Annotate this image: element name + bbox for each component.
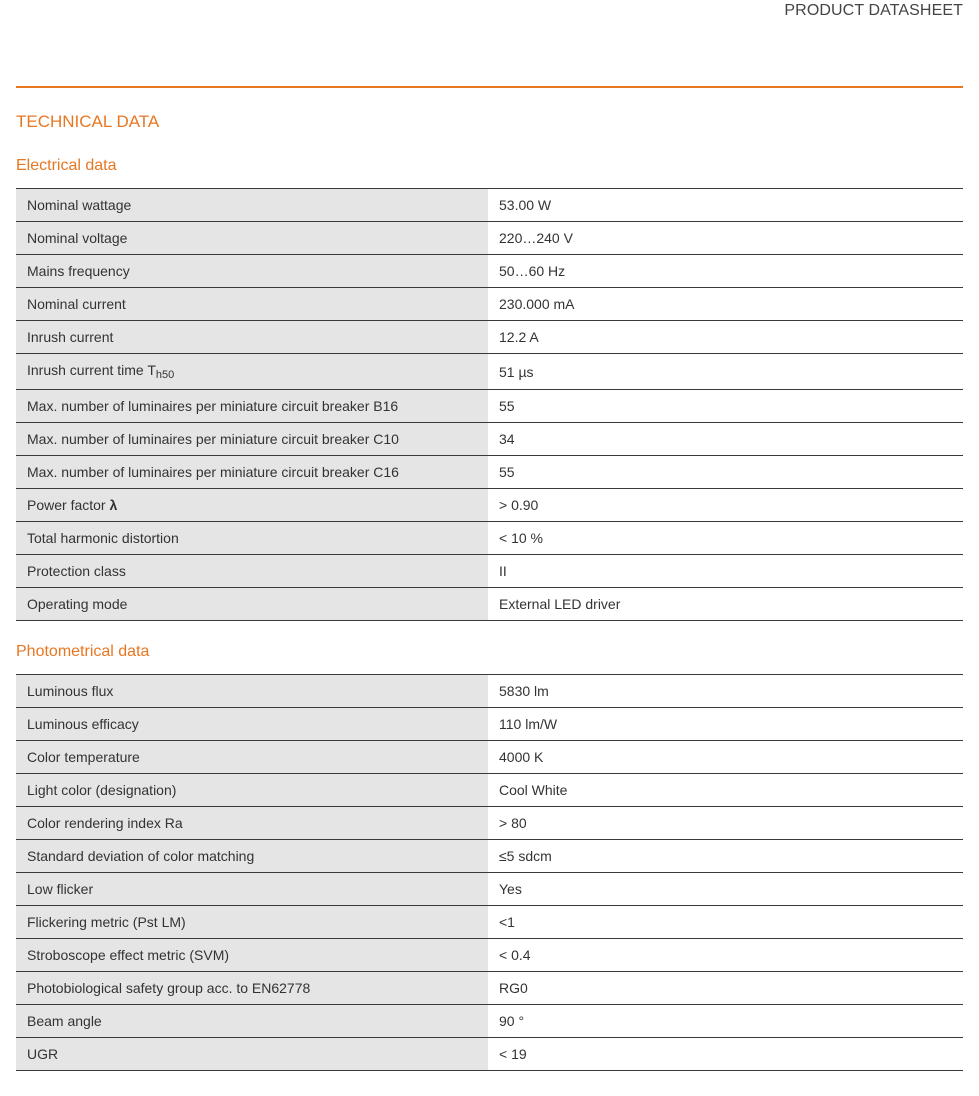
- spec-label: [16, 840, 488, 873]
- spec-label-text: Max. number of luminaires per miniature circuit breaker C16: [27, 464, 399, 480]
- spec-label: [16, 354, 488, 390]
- spec-label: [16, 939, 488, 972]
- spec-row: [16, 972, 963, 1005]
- spec-label-text: Total harmonic distortion: [27, 530, 179, 546]
- spec-value: II: [488, 555, 963, 588]
- photometrical-data-table: [16, 674, 963, 1071]
- spec-value: 12.2 A: [488, 321, 963, 354]
- spec-label: [16, 321, 488, 354]
- spec-value: > 0.90: [488, 489, 963, 522]
- spec-label: [16, 255, 488, 288]
- lambda-symbol: λ: [109, 497, 118, 513]
- spec-label-text: Standard deviation of color matching: [27, 848, 255, 864]
- spec-label: [16, 588, 488, 621]
- spec-row: [16, 354, 963, 390]
- spec-row: [16, 456, 963, 489]
- spec-value: 110 lm/W: [488, 708, 963, 741]
- spec-label: [16, 522, 488, 555]
- spec-value: ≤5 sdcm: [488, 840, 963, 873]
- spec-label: [16, 489, 488, 522]
- spec-label: [16, 675, 488, 708]
- header-divider: [16, 86, 963, 88]
- spec-label: [16, 390, 488, 423]
- spec-row: [16, 522, 963, 555]
- spec-row: [16, 423, 963, 456]
- spec-label-text: Nominal wattage: [27, 197, 132, 213]
- spec-label: [16, 423, 488, 456]
- spec-row: [16, 555, 963, 588]
- spec-label-text: Stroboscope effect metric (SVM): [27, 947, 230, 963]
- spec-label: [16, 774, 488, 807]
- spec-value: 53.00 W: [488, 189, 963, 222]
- spec-row: [16, 675, 963, 708]
- spec-row: [16, 741, 963, 774]
- spec-value: 51 µs: [488, 354, 963, 390]
- spec-row: [16, 489, 963, 522]
- spec-label-text: Max. number of luminaires per miniature circuit breaker C10: [27, 431, 399, 447]
- spec-row: [16, 906, 963, 939]
- spec-row: [16, 1038, 963, 1071]
- spec-label: [16, 1005, 488, 1038]
- spec-row: [16, 321, 963, 354]
- spec-label: [16, 456, 488, 489]
- spec-label-text: Nominal voltage: [27, 230, 128, 246]
- spec-label-text: UGR: [27, 1046, 59, 1062]
- spec-row: [16, 588, 963, 621]
- spec-label: [16, 972, 488, 1005]
- spec-row: [16, 288, 963, 321]
- spec-row: [16, 1005, 963, 1038]
- spec-label-text: Photobiological safety group acc. to EN62778: [27, 980, 311, 996]
- spec-row: [16, 774, 963, 807]
- spec-value: <1: [488, 906, 963, 939]
- spec-value: 4000 K: [488, 741, 963, 774]
- spec-label: [16, 222, 488, 255]
- spec-label-text: Low flicker: [27, 881, 94, 897]
- spec-label: [16, 807, 488, 840]
- spec-label-text: Mains frequency: [27, 263, 130, 279]
- spec-row: [16, 807, 963, 840]
- spec-label-text: Nominal current: [27, 296, 126, 312]
- spec-label: [16, 741, 488, 774]
- spec-value: RG0: [488, 972, 963, 1005]
- spec-value: < 19: [488, 1038, 963, 1071]
- spec-value: Cool White: [488, 774, 963, 807]
- spec-label: [16, 288, 488, 321]
- spec-row: [16, 255, 963, 288]
- section-title: TECHNICAL DATA: [16, 112, 160, 131]
- spec-label-text: Power factor: [27, 497, 110, 513]
- spec-label-text: Protection class: [27, 563, 126, 579]
- spec-label: [16, 708, 488, 741]
- spec-label-text: Inrush current: [27, 329, 114, 345]
- spec-value: External LED driver: [488, 588, 963, 621]
- spec-label-text: Color rendering index Ra: [27, 815, 183, 831]
- spec-row: [16, 390, 963, 423]
- spec-row: [16, 222, 963, 255]
- spec-row: [16, 708, 963, 741]
- spec-label-text: Inrush current time T: [27, 362, 156, 378]
- spec-label-text: Luminous efficacy: [27, 716, 139, 732]
- spec-value: 220…240 V: [488, 222, 963, 255]
- spec-row: [16, 840, 963, 873]
- spec-label: [16, 906, 488, 939]
- spec-row: [16, 189, 963, 222]
- photometrical-data-title: Photometrical data: [16, 643, 150, 660]
- spec-label-text: Flickering metric (Pst LM): [27, 914, 186, 930]
- spec-value: Yes: [488, 873, 963, 906]
- spec-label-text: Light color (designation): [27, 782, 177, 798]
- spec-label: [16, 555, 488, 588]
- electrical-data-title: Electrical data: [16, 157, 117, 174]
- document-type-label: PRODUCT DATASHEET: [784, 2, 963, 19]
- spec-label-text: Operating mode: [27, 596, 128, 612]
- spec-label: [16, 1038, 488, 1071]
- spec-value: 230.000 mA: [488, 288, 963, 321]
- spec-label: [16, 873, 488, 906]
- spec-value: < 10 %: [488, 522, 963, 555]
- spec-label-text: Color temperature: [27, 749, 140, 765]
- electrical-data-table: [16, 188, 963, 621]
- spec-label-text: Beam angle: [27, 1013, 102, 1029]
- spec-value: 55: [488, 390, 963, 423]
- spec-label-text: Luminous flux: [27, 683, 114, 699]
- spec-label-text: Max. number of luminaires per miniature circuit breaker B16: [27, 398, 399, 414]
- spec-value: 90 °: [488, 1005, 963, 1038]
- spec-value: 50…60 Hz: [488, 255, 963, 288]
- spec-value: 34: [488, 423, 963, 456]
- spec-value: < 0.4: [488, 939, 963, 972]
- spec-label: [16, 189, 488, 222]
- spec-value: 55: [488, 456, 963, 489]
- spec-value: 5830 lm: [488, 675, 963, 708]
- spec-row: [16, 939, 963, 972]
- spec-label-subscript: h50: [155, 369, 175, 381]
- spec-row: [16, 873, 963, 906]
- spec-value: > 80: [488, 807, 963, 840]
